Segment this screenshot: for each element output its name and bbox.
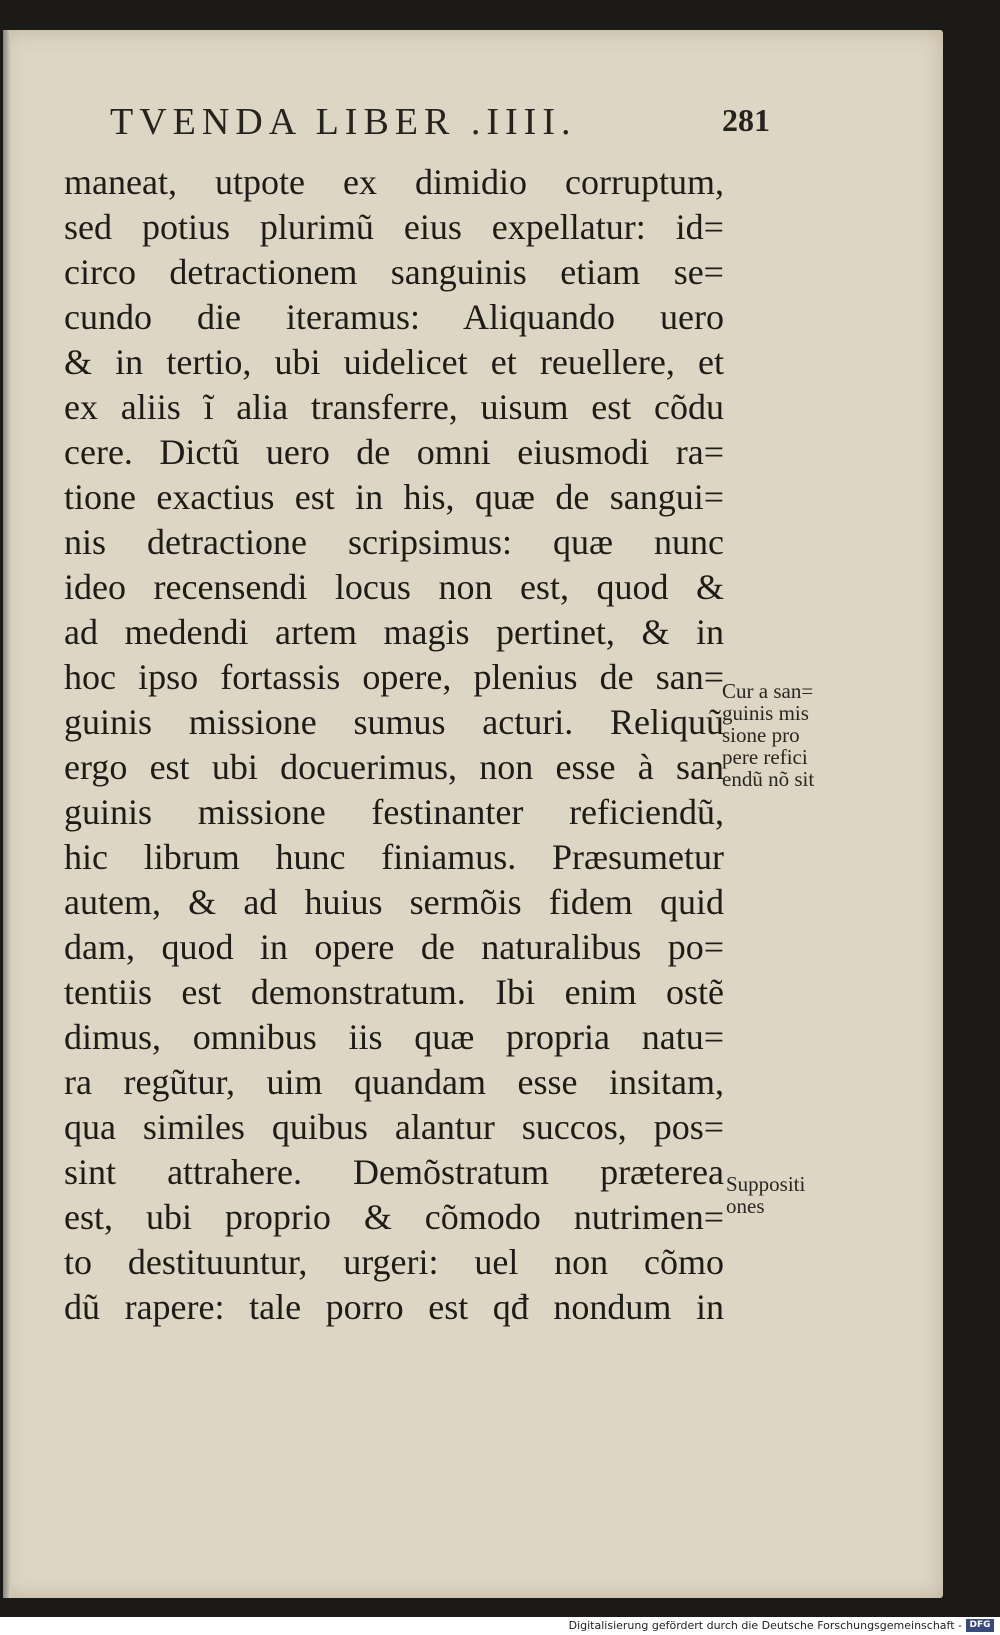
text-line: ergo est ubi docuerimus, non esse à san	[64, 747, 724, 787]
text-line: guinis missione festinanter reficiendũ,	[64, 792, 724, 832]
margin-note-line: sione pro	[722, 723, 800, 747]
text-line: maneat, utpote ex dimidio corruptum,	[64, 162, 724, 202]
page-header	[110, 100, 770, 150]
text-line: cere. Dictũ uero de omni eiusmodi ra=	[64, 432, 724, 472]
margin-note-line: endũ nõ sit	[722, 767, 815, 791]
text-line: tentiis est demonstratum. Ibi enim ostẽ	[64, 972, 724, 1012]
margin-note-line: Cur a san=	[722, 679, 814, 703]
text-line: ra regũtur, uim quandam esse insitam,	[64, 1062, 724, 1102]
text-line: hic librum hunc finiamus. Præsumetur	[64, 837, 724, 877]
funding-credit: Digitalisierung gefördert durch die Deutsche Forschungsgemeinschaft -	[568, 1619, 962, 1632]
text-line: cundo die iteramus: Aliquando uero	[64, 297, 724, 337]
text-line: tione exactius est in his, quæ de sangui=	[64, 477, 724, 517]
text-line: sint attrahere. Demõstratum præterea	[64, 1152, 724, 1192]
text-line: hoc ipso fortassis opere, plenius de san=	[64, 657, 724, 697]
main-text-block	[64, 160, 724, 1330]
text-line: ideo recensendi locus non est, quod &	[64, 567, 724, 607]
text-line: dũ rapere: tale porro est qđ nondum in	[64, 1287, 724, 1327]
margin-note-line: ones	[726, 1194, 765, 1218]
text-line: dam, quod in opere de naturalibus po=	[64, 927, 724, 967]
text-line: dimus, omnibus iis quæ propria natu=	[64, 1017, 724, 1057]
margin-note-line: pere refici	[722, 745, 808, 769]
text-line: guinis missione sumus acturi. Reliquũ	[64, 702, 724, 742]
text-line: autem, & ad huius sermõis fidem quid	[64, 882, 724, 922]
margin-note-line: guinis mis	[722, 701, 809, 725]
page-edge	[3, 30, 11, 1598]
text-line: est, ubi proprio & cõmodo nutrimen=	[64, 1197, 724, 1237]
text-line: qua similes quibus alantur succos, pos=	[64, 1107, 724, 1147]
running-title: TVENDA LIBER .IIII.	[110, 101, 577, 143]
text-line: circo detractionem sanguinis etiam se=	[64, 252, 724, 292]
margin-note-line: Suppositi	[726, 1172, 806, 1196]
page-number: 281	[722, 102, 770, 138]
dfg-logo: DFG	[966, 1619, 994, 1632]
text-line: nis detractione scripsimus: quæ nunc	[64, 522, 724, 562]
text-line: sed potius plurimũ eius expellatur: id=	[64, 207, 724, 247]
text-line: & in tertio, ubi uidelicet et reuellere, et	[64, 342, 724, 382]
text-line: ex aliis ĩ alia transferre, uisum est cõdu	[64, 387, 724, 427]
text-line: ad medendi artem magis pertinet, & in	[64, 612, 724, 652]
text-line: to destituuntur, urgeri: uel non cõmo	[64, 1242, 724, 1282]
margin-note-bloodletting	[722, 680, 852, 790]
margin-note-suppositiones	[726, 1173, 856, 1217]
